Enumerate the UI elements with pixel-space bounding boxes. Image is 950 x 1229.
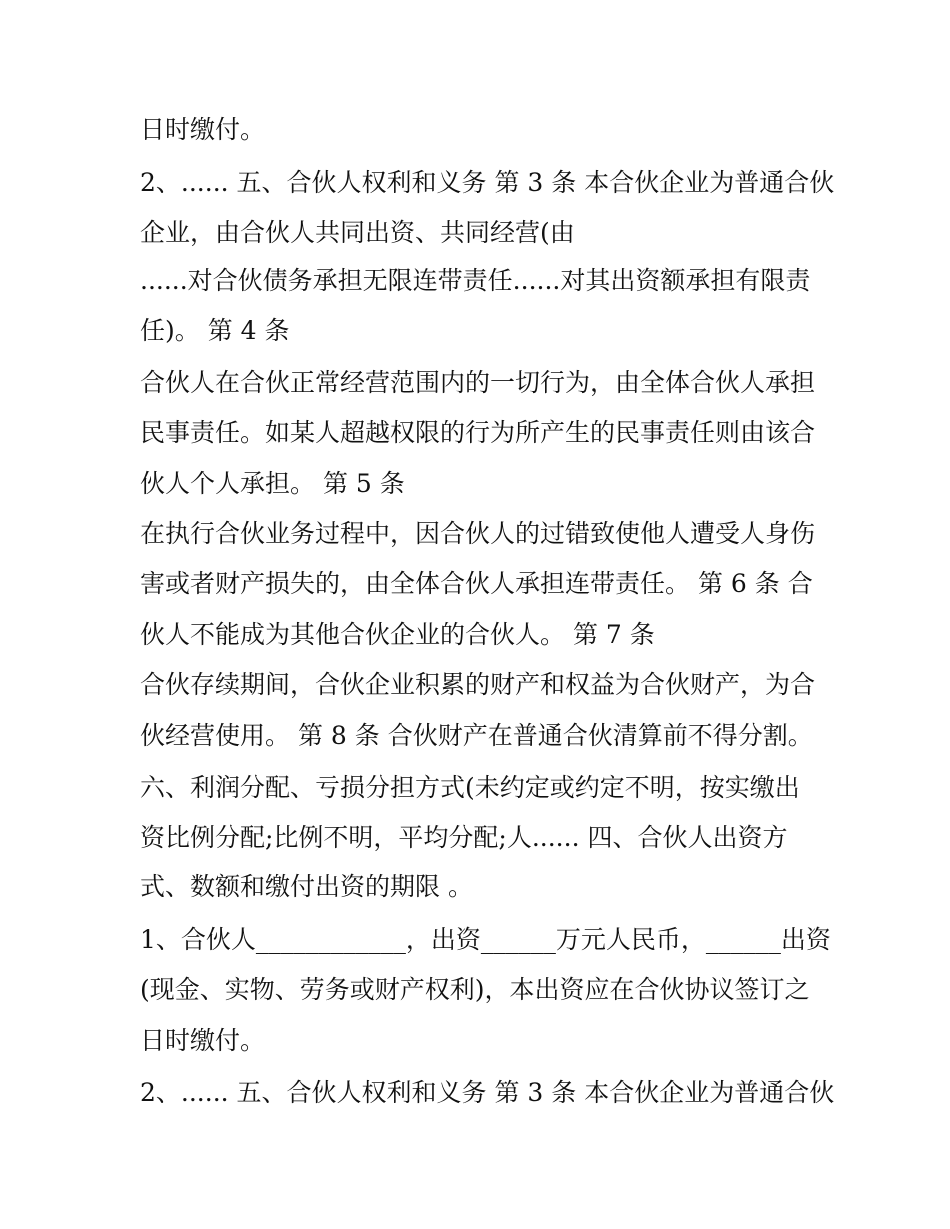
text-line: 伙人个人承担。 第 5 条 bbox=[140, 469, 405, 498]
text-line: 式、数额和缴付出资的期限 。 bbox=[140, 872, 473, 901]
text-line: 日时缴付。 bbox=[140, 115, 266, 144]
text-line: 民事责任。如某人超越权限的行为所产生的民事责任则由该合 bbox=[140, 418, 816, 447]
text-line: 合伙存续期间，合伙企业积累的财产和权益为合伙财产，为合 bbox=[140, 670, 816, 699]
text-line: 2、...... 五、合伙人权利和义务 第 3 条 本合伙企业为普通合伙 bbox=[140, 168, 835, 197]
text-line: 害或者财产损失的，由全体合伙人承担连带责任。 第 6 条 合 bbox=[140, 569, 813, 598]
text-line: 合伙人在合伙正常经营范围内的一切行为，由全体合伙人承担 bbox=[140, 368, 816, 397]
text-line: 任)。 第 4 条 bbox=[140, 316, 290, 345]
text-line: 日时缴付。 bbox=[140, 1026, 266, 1055]
text-line: 2、...... 五、合伙人权利和义务 第 3 条 本合伙企业为普通合伙 bbox=[140, 1078, 835, 1107]
text-line: (现金、实物、劳务或财产权利)，本出资应在合伙协议签订之 bbox=[140, 975, 810, 1004]
text-line: ......对合伙债务承担无限连带责任......对其出资额承担有限责 bbox=[140, 266, 811, 295]
text-line: 资比例分配;比例不明，平均分配;人...... 四、合伙人出资方 bbox=[140, 823, 788, 852]
text-line: 1、合伙人____________，出资______万元人民币，______出资 bbox=[140, 925, 831, 954]
text-line: 六、利润分配、亏损分担方式(未约定或约定不明，按实缴出 bbox=[140, 773, 800, 802]
text-line: 在执行合伙业务过程中，因合伙人的过错致使他人遭受人身伤 bbox=[140, 519, 816, 548]
text-line: 企业，由合伙人共同出资、共同经营(由 bbox=[140, 218, 575, 247]
text-line: 伙经营使用。 第 8 条 合伙财产在普通合伙清算前不得分割。 bbox=[140, 721, 813, 750]
text-line: 伙人不能成为其他合伙企业的合伙人。 第 7 条 bbox=[140, 620, 655, 649]
